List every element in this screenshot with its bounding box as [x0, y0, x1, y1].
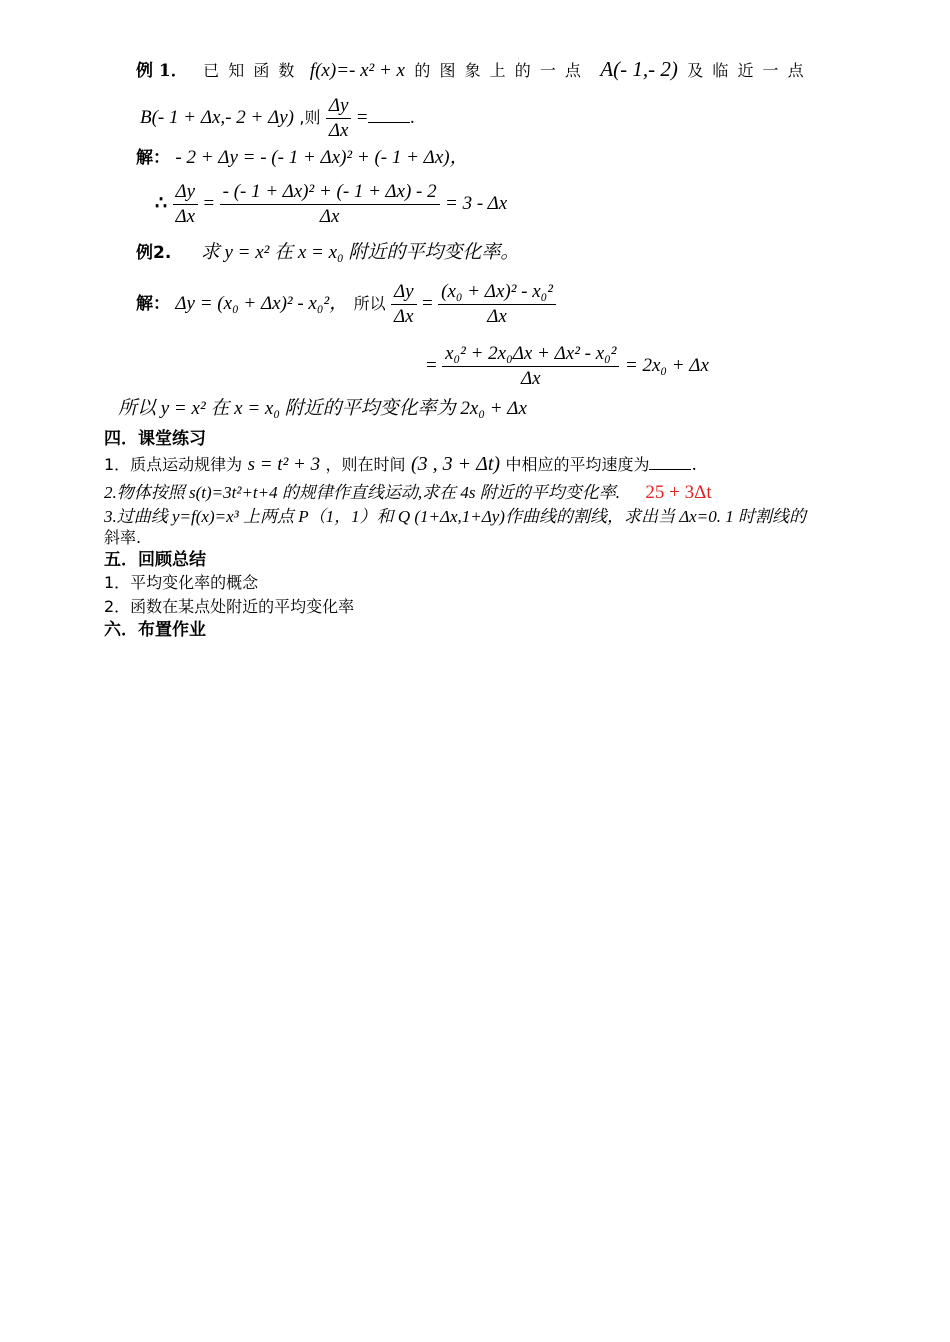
example-1-function: f(x)=- x² + x: [309, 60, 405, 81]
example-1-text-b: 的 图 象 上 的 一 点: [414, 61, 583, 80]
fraction-denominator: Δx: [326, 118, 352, 143]
example-1-line-2: [140, 94, 415, 143]
solution-2-line-1: 解： Δy = (x₀ + Δx)² - x₀²， 所以 $\frac{\Delta y}{\Delta x}$ = $\frac{\text{(x₀ + Δx)² - x₀²}}{\Delta x}$: [136, 280, 556, 329]
solution-1-fraction-1: [173, 180, 199, 229]
exercise-2-text: 2.物体按照 s(t)=3t²+t+4 的规律作直线运动,求在 4s 附近的平均变化率.: [104, 483, 620, 502]
example-1-period: .: [409, 108, 416, 128]
exercise-2: [104, 482, 712, 504]
solution-2-fraction-2: [438, 280, 556, 329]
exercise-1-interval: (3 , 3 + Δt): [410, 453, 501, 475]
exercise-1-mid: ，则在时间: [325, 455, 406, 474]
solution-2-delta-y: Δy = (x₀ + Δx)² - x₀²，: [175, 293, 349, 314]
example-1-equals: =: [356, 107, 368, 128]
section-6-title: 六．布置作业: [104, 620, 206, 640]
example-1-text-a: 已 知 函 数: [203, 61, 297, 80]
solution-2-line-2: = $\frac{\text{x₀² + 2x₀Δx + Δx² - x₀²}}{\Delta x}$ = 2x₀ + Δx: [426, 343, 709, 389]
solution-1-label: 解：: [136, 148, 170, 168]
example-2-label: 例2.: [136, 243, 172, 263]
summary-item-1: 1．平均变化率的概念: [104, 573, 259, 592]
fraction-numerator: - (- 1 + Δx)² + (- 1 + Δx) - 2: [222, 181, 437, 202]
fraction-numerator: Δy: [328, 95, 349, 116]
exercise-3-text: 3.过曲线 y=f(x)=x³ 上两点 P（1，1）和 Q (1+Δx,1+Δy)作曲线的割线，求出当 Δx=0. 1 时割线的: [104, 507, 806, 526]
fraction-numerator: Δy: [394, 281, 414, 302]
fraction-denominator: Δx: [220, 204, 440, 229]
example-1-text-c: 及 临 近 一 点: [687, 61, 806, 80]
fraction-denominator: Δx: [391, 304, 417, 329]
solution-2-conclusion: [118, 398, 527, 420]
exercise-1-formula: s = t² + 3: [247, 454, 321, 475]
solution-1-line-2: ∴ $\frac{\Delta y}{\Delta x}$ = $\frac{\text{- (- 1 + Δx)² + (- 1 + Δx) - 2}}{\Delta x}$ = 3 - Δx: [155, 181, 508, 227]
example-1-label: 例 1．: [136, 61, 188, 81]
fraction-denominator: Δx: [173, 204, 199, 229]
solution-1-result: = 3 - Δx: [445, 193, 508, 214]
summary-item-2: 2．函数在某点处附近的平均变化率: [104, 597, 355, 616]
exercise-3-line-2: [104, 527, 141, 549]
section-5-title: 五．回顾总结: [104, 550, 206, 570]
exercise-1: [104, 453, 697, 476]
solution-1-fraction-2: [220, 180, 440, 229]
fraction-denominator: Δx: [438, 304, 556, 329]
solution-2-result: = 2x₀ + Δx: [624, 355, 709, 376]
solution-2-fraction-3: [442, 342, 619, 391]
therefore-symbol: ∴: [155, 193, 168, 214]
solution-1-equation: - 2 + Δy = - (- 1 + Δx)² + (- 1 + Δx)，: [175, 147, 469, 168]
solution-2-so: 所以: [353, 294, 386, 313]
example-1-point-b: B(- 1 + Δx,- 2 + Δy): [140, 107, 294, 128]
exercise-2-answer: 25 + 3Δt: [645, 482, 712, 503]
exercise-1-end: .: [691, 455, 697, 475]
exercise-1-suffix: 中相应的平均速度为: [505, 455, 650, 474]
solution-1-line-1: [136, 147, 469, 169]
answer-blank: [649, 453, 691, 470]
fraction-denominator: Δx: [442, 366, 619, 391]
answer-blank: [368, 106, 410, 123]
solution-2-fraction-1: [391, 280, 417, 329]
example-1-then: ,则: [299, 108, 321, 127]
example-1-point-a: A(- 1,- 2): [600, 57, 678, 81]
example-2-text: 求 y = x² 在 x = x₀ 附近的平均变化率。: [200, 242, 520, 263]
exercise-3-line-1: [104, 506, 806, 528]
example-2-line: [136, 242, 519, 264]
example-1-line-1: [136, 58, 806, 82]
example-1-fraction: [326, 94, 352, 143]
conclusion-text: 所以 y = x² 在 x = x₀ 附近的平均变化率为 2x₀ + Δx: [118, 398, 527, 419]
fraction-numerator: (x₀ + Δx)² - x₀²: [441, 281, 553, 302]
fraction-numerator: Δy: [175, 181, 196, 202]
exercise-3-text-cont: 斜率.: [104, 528, 142, 547]
solution-2-label: 解：: [136, 294, 170, 314]
fraction-numerator: x₀² + 2x₀Δx + Δx² - x₀²: [445, 343, 617, 364]
exercise-1-prefix: 1．质点运动规律为: [104, 455, 243, 474]
section-4-title: 四．课堂练习: [104, 429, 206, 449]
